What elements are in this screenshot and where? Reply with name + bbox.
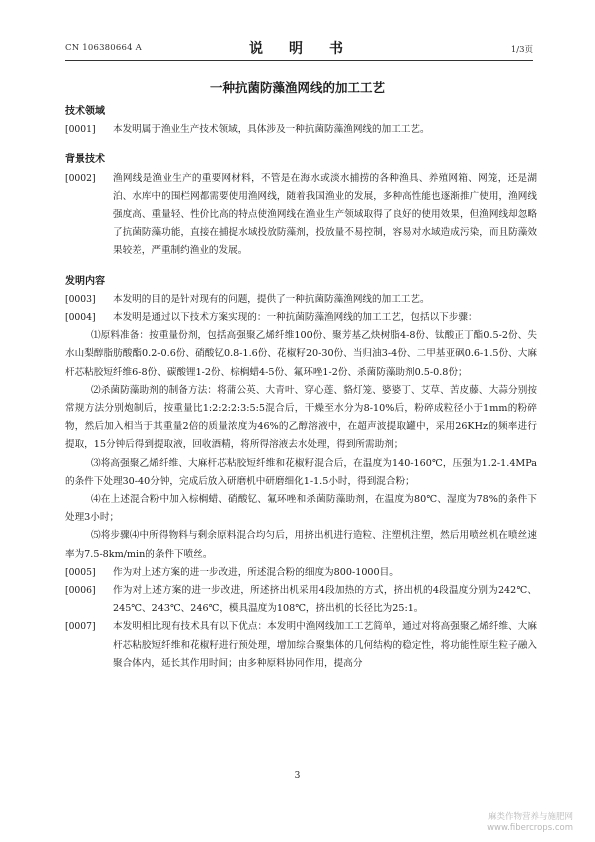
watermark-line-1: 麻类作物营养与施肥网 <box>487 812 573 822</box>
watermark-line-2: www.fibercrops.com <box>487 823 573 833</box>
paragraph-text: 本发明相比现有技术具有以下优点：本发明中渔网线加工工艺简单，通过对将高强聚乙烯纤维、大麻杆芯粘胶短纤维和花椒籽进行预处理，增加综合聚集体的几何结构的稳定性，将功能性原生粒子融入聚合体内，延长其作用时间；由多种原料协同作用，提高分 <box>113 621 537 669</box>
section-heading-background: 背景技术 <box>65 154 105 166</box>
section-heading-tech-field: 技术领域 <box>65 106 105 117</box>
paragraph-number: [0007] <box>65 621 96 633</box>
step-1: ⑴原料准备：按重量份剂，包括高强聚乙烯纤维100份、聚芳基乙炔树脂4-8份、钛酸正丁酯0.5-2份、失水山梨醇脂肪酸酯0.2-0.6份、硝酸钇0.8-1.6份、花椒籽20-30份、当归油3-4份、二甲基亚砜0.6-1.5份、大麻杆芯粘胶短纤维6-8份、碳酸锂1-2份、棕榈蜡4-5份、氟环唑1-2份、杀菌防藻助剂0.5-0.8份； <box>65 330 537 378</box>
paragraph-number: [0003] <box>65 293 96 305</box>
document-body <box>65 103 537 673</box>
paragraph-0003 <box>65 291 537 309</box>
watermark <box>487 812 573 834</box>
page-number: 3 <box>294 771 301 781</box>
paragraph-text: 本发明属于渔业生产技术领域，具体涉及一种抗菌防藻渔网线的加工工艺。 <box>113 124 430 136</box>
paragraph-number: [0002] <box>65 172 96 184</box>
paragraph-0002 <box>65 170 537 261</box>
page-indicator: 1/3页 <box>510 45 533 55</box>
step-5: ⑸将步骤⑷中所得物料与剩余原料混合均匀后，用挤出机进行造粒、注塑机注塑，然后用喷丝机在喷丝速率为7.5-8km/min的条件下喷丝。 <box>65 530 537 560</box>
paragraph-text: 本发明的目的是针对现有的问题，提供了一种抗菌防藻渔网线的加工工艺。 <box>113 293 430 305</box>
paragraph-number: [0004] <box>65 312 96 324</box>
paragraph-text: 作为对上述方案的进一步改进，所述混合粉的细度为800-1000目。 <box>113 566 399 578</box>
paragraph-text: 本发明是通过以下技术方案实现的：一种抗菌防藻渔网线的加工工艺，包括以下步骤： <box>113 312 478 324</box>
paragraph-0005 <box>65 564 537 582</box>
paragraph-text: 作为对上述方案的进一步改进，所述挤出机采用4段加热的方式，挤出机的4段温度分别为242℃、245℃、243℃、246℃，模具温度为108℃，挤出机的长径比为25:1。 <box>113 585 537 615</box>
section-heading-invention: 发明内容 <box>65 275 105 287</box>
patent-number: CN 106380664 A <box>65 43 142 53</box>
paragraph-number: [0001] <box>65 124 96 136</box>
paragraph-0007 <box>65 618 537 673</box>
paragraph-number: [0005] <box>65 566 96 578</box>
step-2: ⑵杀菌防藻助剂的制备方法：将蒲公英、大青叶、穿心莲、貉灯笼、婆婆丁、艾草、苦皮藤、大蒜分别按常规方法分别炮制后，按重量比1:2:2:2:3:5:5混合后，干燥至水分为8-10%后，粉碎成粒径小于1mm的粉碎物，然后加入相当于其重量2倍的质量浓度为46%的乙醇溶液中，在超声波提取罐中，采用26KHz的频率进行提取，15分钟后得到提取液，回收酒精，将所得溶液去水处理，得到所需助剂； <box>65 384 537 451</box>
step-3: ⑶将高强聚乙烯纤维、大麻杆芯粘胶短纤维和花椒籽混合后，在温度为140-160℃，压强为1.2-1.4MPa的条件下处理30-40分钟，完成后放入研磨机中研磨细化1-1.5小时，得到混合粉； <box>65 457 537 487</box>
document-type: 说 明 书 <box>249 41 349 57</box>
paragraph-0004 <box>65 309 537 327</box>
paragraph-number: [0006] <box>65 585 96 597</box>
page-header <box>65 38 533 61</box>
paragraph-0006 <box>65 582 537 618</box>
step-4: ⑷在上述混合粉中加入棕榈蜡、硝酸钇、氟环唑和杀菌防藻助剂，在温度为80℃、湿度为78%的条件下处理3小时； <box>65 494 537 524</box>
paragraph-text: 渔网线是渔业生产的重要网材料，不管是在海水或淡水捕捞的各种渔具、养殖网箱、网笼，还是湖泊、水库中的围栏网都需要使用渔网线，随着我国渔业的发展，多种高性能也逐渐推广使用，渔网线强度高、重量轻、性价比高的特点使渔网线在渔业生产领域取得了良好的使用效果，但渔网线却忽略了抗菌防藻功能，直接在捕捉水域投放防藻剂，投放量不易控制，容易对水域造成污染，而且防藻效果较差，严重制约渔业的发展。 <box>113 172 537 257</box>
paragraph-0001 <box>65 121 537 139</box>
document-title: 一种抗菌防藻渔网线的加工工艺 <box>209 80 385 95</box>
